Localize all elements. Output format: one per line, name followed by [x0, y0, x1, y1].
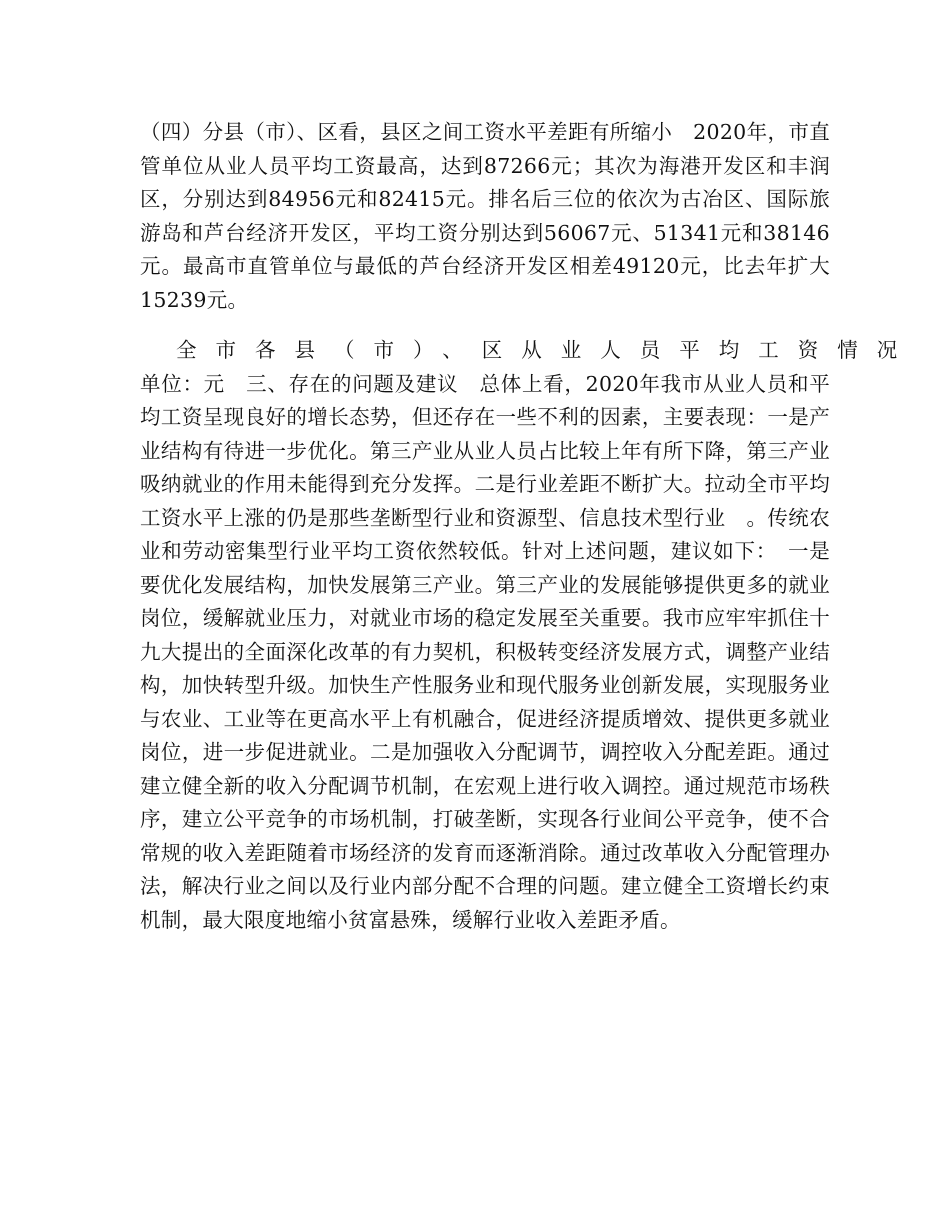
paragraph-wage-by-county: （四）分县（市）、区看，县区之间工资水平差距有所缩小 2020年，市直管单位从业人员平均工资最高，达到87266元；其次为海港开发区和丰润区，分别达到84956元和82415元。排名后三位的依次为古冶区、国际旅游岛和芦台经济开发区，平均工资分别达到56067元、51341元和38146元。最高市直管单位与最低的芦台经济开发区相差49120元，比去年扩大15239元。: [140, 120, 830, 312]
paragraph-problems-suggestions: 单位：元 三、存在的问题及建议 总体上看，2020年我市从业人员和平均工资呈现良好的增长态势，但还存在一些不利的因素，主要表现：一是产业结构有待进一步优化。第三产业从业人员占比较上年有所下降，第三产业吸纳就业的作用未能得到充分发挥。二是行业差距不断扩大。拉动全市平均工资水平上涨的仍是那些垄断型行业和资源型、信息技术型行业 。传统农业和劳动密集型行业平均工资依然较低。针对上述问题，建议如下： 一是要优化发展结构，加快发展第三产业。第三产业的发展能够提供更多的就业岗位，缓解就业压力，对就业市场的稳定发展至关重要。我市应牢牢抓住十九大提出的全面深化改革的有力契机，积极转变经济发展方式，调整产业结构，加快转型升级。加快生产性服务业和现代服务业创新发展，实现服务业与农业、工业等在更高水平上有机融合，促进经济提质增效、提供更多就业岗位，进一步促进就业。二是加强收入分配调节，调控收入分配差距。通过建立健全新的收入分配调节机制，在宏观上进行收入调控。通过规范市场秩序，建立公平竞争的市场机制，打破垄断，实现各行业间公平竞争，使不合常规的收入差距随着市场经济的发育而逐渐消除。通过改革收入分配管理办法，解决行业之间以及行业内部分配不合理的问题。建立健全工资增长约束机制，最大限度地缩小贫富悬殊，缓解行业收入差距矛盾。: [140, 371, 830, 932]
section-problems-and-suggestions: [140, 334, 917, 937]
table-title: 全市各县（市）、区从业人员平均工资情况: [176, 338, 917, 362]
